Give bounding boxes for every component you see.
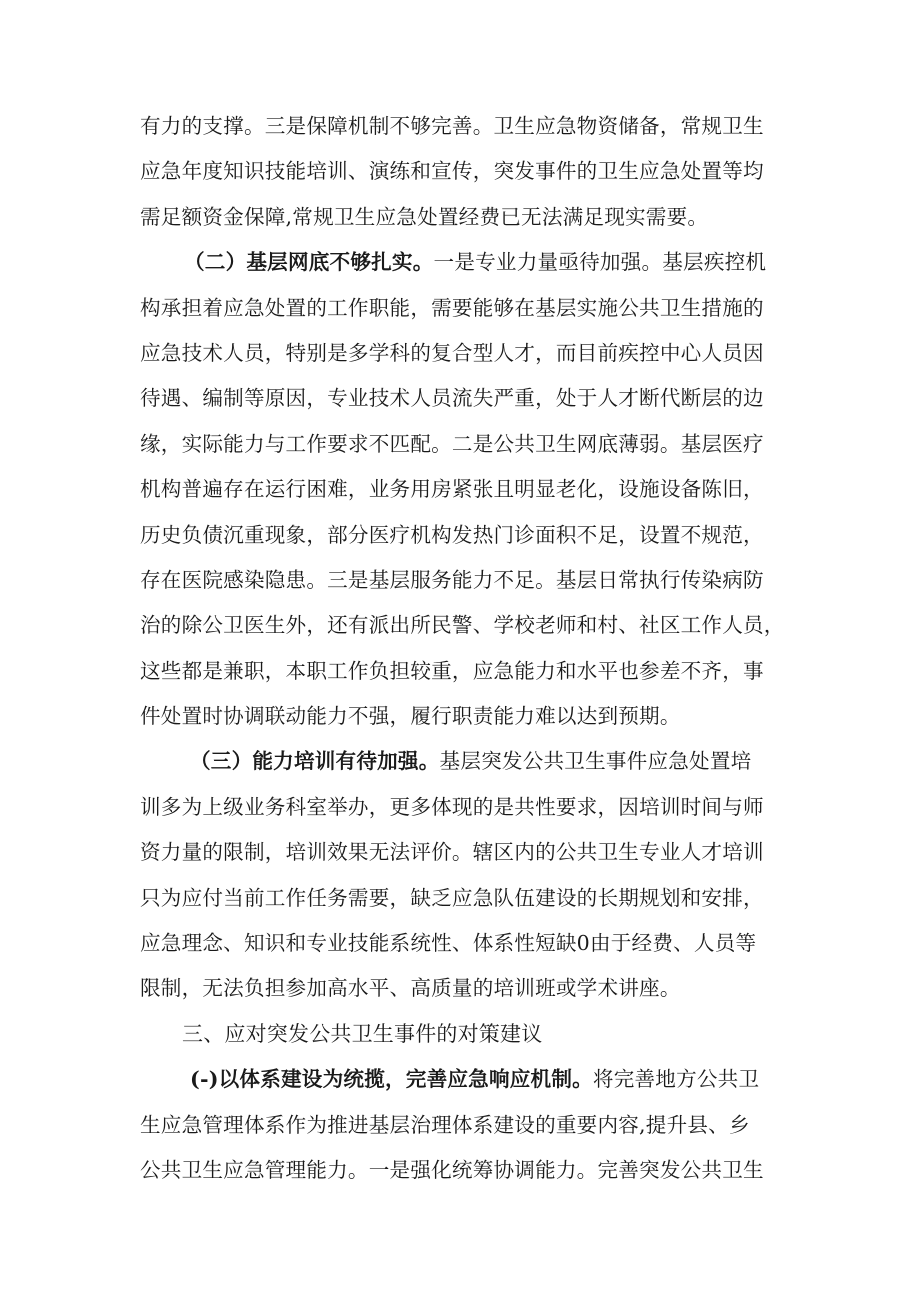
paragraph-4 [140, 1057, 786, 1193]
text-line [140, 739, 786, 784]
text-line: 生应急管理体系作为推进基层治理体系建设的重要内容,提升县、乡 [140, 1112, 750, 1137]
text-line: 应急年度知识技能培训、演练和宣传，突发事件的卫生应急处置等均 [140, 159, 764, 184]
text-line: 资力量的限制，培训效果无法评价。辖区内的公共卫生专业人才培训 [140, 840, 764, 865]
paragraph-text: 一是专业力量亟待加强。基层疾控机 [433, 250, 767, 275]
text-line: 缘，实际能力与工作要求不匹配。二是公共卫生网底薄弱。基层医疗 [140, 431, 764, 456]
text-line: 有力的支撑。三是保障机制不够完善。卫生应急物资储备，常规卫生 [140, 114, 764, 138]
text-line: 这些都是兼职，本职工作负担较重，应急能力和水平也参差不齐，事 [140, 658, 764, 683]
text-line: 限制，无法负担参加高水平、高质量的培训班或学术讲座。 [140, 976, 681, 1001]
text-line: 历史负债沉重现象，部分医疗机构发热门诊面积不足，设置不规范， [140, 522, 764, 547]
text-line: 只为应付当前工作任务需要，缺乏应急队伍建设的长期规划和安排， [140, 885, 764, 910]
section-heading: 三、应对突发公共卫生事件的对策建议 [182, 1021, 543, 1046]
text-line: 公共卫生应急管理能力。一是强化统筹协调能力。完善突发公共卫生 [140, 1157, 764, 1182]
text-line: 存在医院感染隐患。三是基层服务能力不足。基层日常执行传染病防 [140, 567, 764, 592]
text-line: 件处置时协调联动能力不强，履行职责能力难以达到预期。 [140, 704, 681, 729]
paragraph-lead-heading: （三）能力培训有待加强。 [190, 749, 440, 774]
text-line: 治的除公卫医生外，还有派出所民警、学校老师和村、社区工作人员， [140, 613, 785, 638]
paragraph-2 [140, 240, 786, 739]
paragraph-lead-heading: （二）基层网底不够扎实。 [184, 250, 434, 275]
text-line: 需足额资金保障,常规卫生应急处置经费已无法满足现实需要。 [140, 204, 709, 229]
text-line [140, 240, 786, 285]
text-line: 构承担着应急处置的工作职能，需要能够在基层实施公共卫生措施的 [140, 295, 764, 320]
paragraph-1 [140, 104, 786, 240]
text-line: 训多为上级业务科室举办，更多体现的是共性要求，因培训时间与师 [140, 794, 764, 819]
text-line [140, 1057, 786, 1102]
text-line: 应急技术人员，特别是多学科的复合型人才，而目前疾控中心人员因 [140, 340, 764, 365]
paragraph-3 [140, 739, 786, 1011]
text-line: 应急理念、知识和专业技能系统性、体系性短缺0由于经费、人员等 [140, 931, 757, 956]
paragraph-lead-heading: (-)以体系建设为统揽，完善应急响应机制。 [190, 1067, 593, 1092]
paragraph-text: 将完善地方公共卫 [592, 1067, 760, 1092]
text-line: 待遇、编制等原因，专业技术人员流失严重，处于人才断代断层的边 [140, 386, 764, 411]
text-line: 机构普遍存在运行困难，业务用房紧张且明显老化，设施设备陈旧， [140, 477, 764, 502]
document-page [140, 104, 786, 1193]
paragraph-text: 基层突发公共卫生事件应急处置培 [439, 749, 752, 774]
